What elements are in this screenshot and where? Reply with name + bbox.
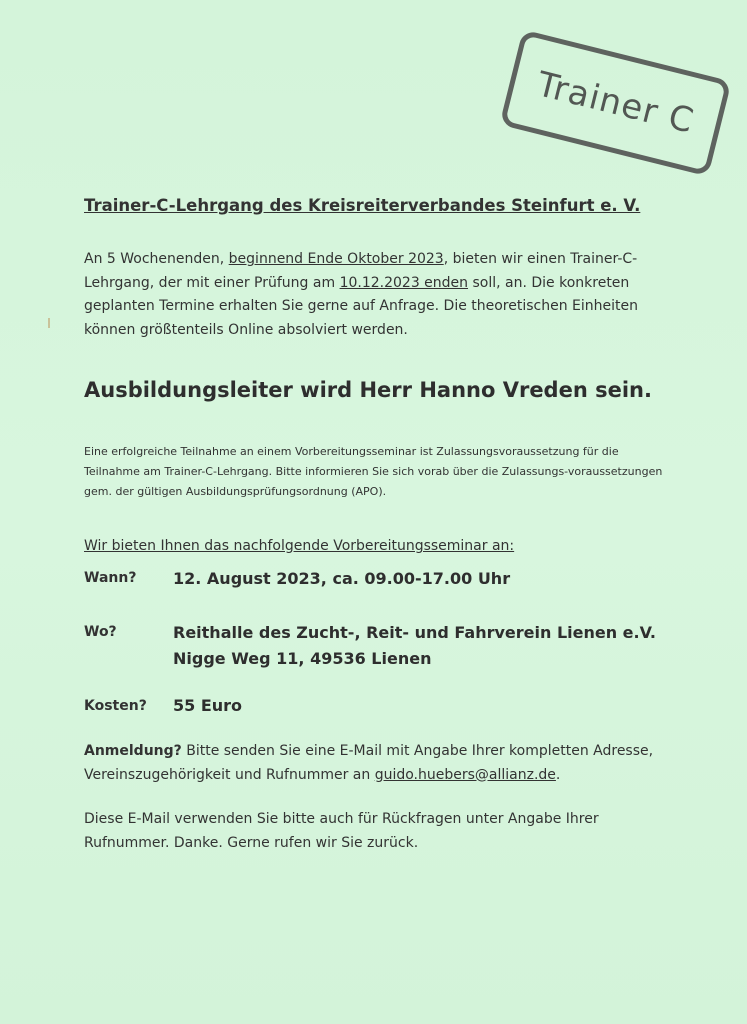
cost-value: 55 Euro: [173, 696, 243, 715]
when-label: Wann?: [84, 570, 137, 586]
leader-heading: Ausbildungsleiter wird Herr Hanno Vreden sein.: [84, 378, 652, 402]
registration-end: .: [555, 766, 561, 783]
trainer-c-stamp: [499, 29, 731, 176]
stamp-text: Trainer C: [533, 64, 698, 142]
start-date: beginnend Ende Oktober 2023: [228, 251, 444, 267]
intro-text-3: soll, an. Die konkreten geplanten Termine erhalten Sie gerne auf Anfrage. Die theoretischen Einheiten können größtenteils Online absolviert werden.: [84, 274, 639, 338]
contact-email-link[interactable]: guido.huebers@allianz.de: [374, 766, 556, 783]
registration-label: Anmeldung?: [84, 743, 182, 759]
intro-text-2: , bieten wir einen Trainer-C-Lehrgang, der mit einer Prüfung am: [84, 251, 638, 291]
exam-date: 10.12.2023 enden: [339, 274, 469, 291]
where-label: Wo?: [84, 624, 117, 640]
registration-paragraph: [84, 740, 674, 787]
when-value: 12. August 2023, ca. 09.00-17.00 Uhr: [173, 569, 511, 588]
intro-paragraph: [84, 248, 664, 342]
offer-heading: Wir bieten Ihnen das nachfolgende Vorbereitungsseminar an:: [84, 538, 515, 554]
contact-note: Diese E-Mail verwenden Sie bitte auch für Rückfragen unter Angabe Ihrer Rufnummer. Danke. Gerne rufen wir Sie zurück.: [84, 811, 599, 851]
cost-label: Kosten?: [84, 698, 147, 714]
scan-mark: [48, 318, 50, 328]
requirements-paragraph: Eine erfolgreiche Teilnahme an einem Vorbereitungsseminar ist Zulassungsvoraussetzung für die Teilnahme am Trainer-C-Lehrgang. Bitte informieren Sie sich vorab über die Zulassungs-voraussetzungen gem. der gültigen Ausbildungsprüfungsordnung (APO).: [84, 445, 663, 498]
where-line-2: Nigge Weg 11, 49536 Lienen: [173, 649, 432, 668]
intro-text-1: An 5 Wochenenden,: [84, 251, 229, 267]
where-line-1: Reithalle des Zucht-, Reit- und Fahrverein Lienen e.V.: [173, 623, 657, 642]
document-title: Trainer-C-Lehrgang des Kreisreiterverbandes Steinfurt e. V.: [84, 196, 641, 215]
registration-text: Bitte senden Sie eine E-Mail mit Angabe Ihrer kompletten Adresse, Vereinszugehörigkeit und Rufnummer an: [84, 743, 654, 783]
